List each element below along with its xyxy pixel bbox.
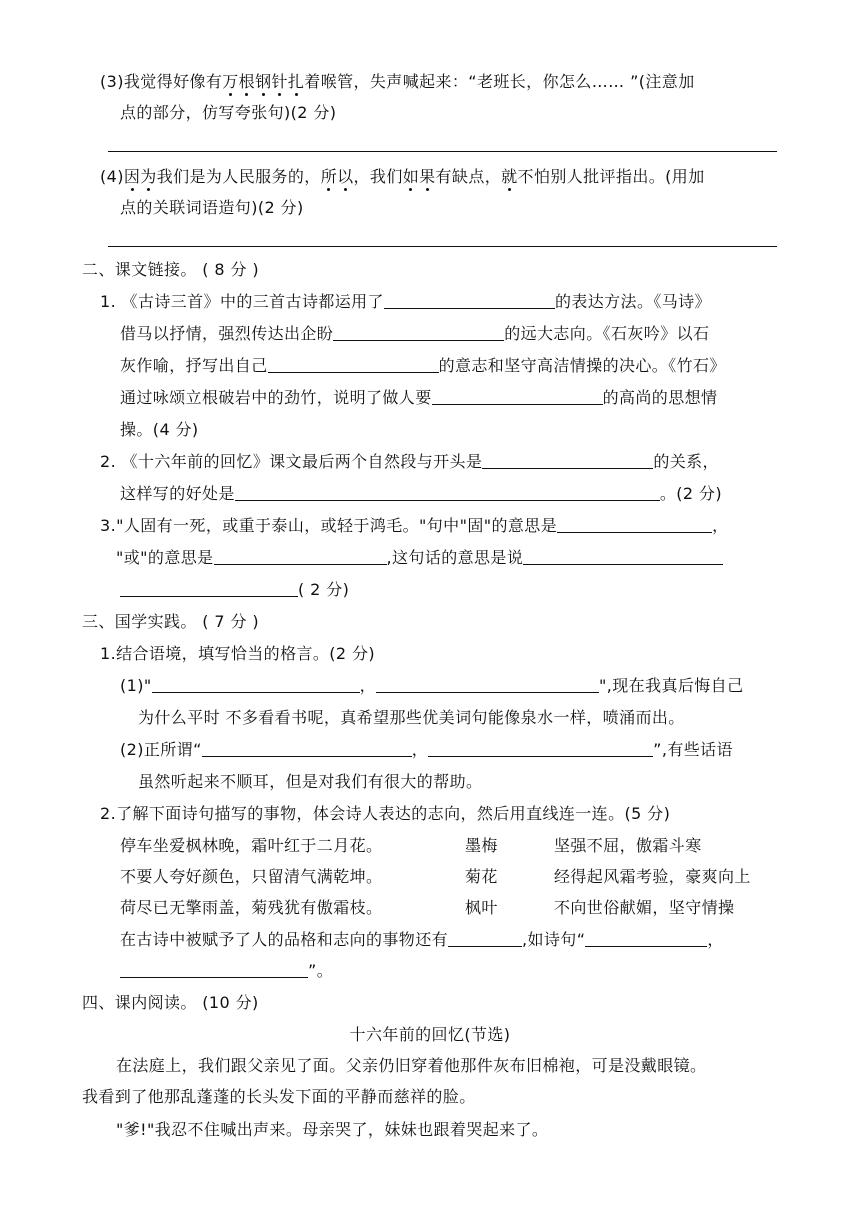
s2q1-blank-3[interactable] — [268, 354, 439, 373]
s3q2-trait-1[interactable]: 坚强不屈，傲霜斗寒 — [554, 836, 702, 855]
s3q2-extra-line1 — [120, 928, 724, 952]
q3-dotted-text — [222, 72, 304, 91]
s3q2-poem-2: 不要人夸好颜色，只留清气满乾坤。 — [120, 867, 383, 886]
s2q2-line1 — [100, 450, 719, 474]
s2q1-text-2b: 的远大志向。《石灰吟》以石 — [504, 324, 710, 343]
s2q3-text-2a: "或"的意思是 — [116, 548, 214, 567]
q4-dotted-2 — [321, 167, 354, 186]
s3q2-blank-1[interactable] — [448, 928, 522, 947]
s2q3-text-2b: ,这句话的意思是说 — [386, 548, 524, 567]
s2q1-blank-1[interactable] — [384, 290, 555, 309]
s2q1-text-2a: 借马以抒情，强烈传达出企盼 — [120, 324, 334, 343]
s3q2-poem-1: 停车坐爱枫林晚，霜叶红于二月花。 — [120, 836, 383, 855]
q3-line1 — [100, 70, 695, 94]
s2q3-points: ( 2 分) — [298, 580, 350, 599]
q4-text-3: 有缺点， — [435, 167, 502, 186]
emphasis-char: 钢 — [255, 72, 272, 91]
s3q1-blank-2[interactable] — [376, 674, 599, 693]
q3-answer-line[interactable] — [108, 151, 777, 152]
s2q2-text-2a: 这样写的好处是 — [120, 484, 235, 503]
s3q1-p2-line2: 虽然听起来不顺耳，但是对我们有很大的帮助。 — [138, 772, 483, 791]
s3q1-p1-open: (1)" — [120, 676, 152, 695]
s2q3-line1 — [100, 514, 729, 538]
q3-text: (3)我觉得好像有 — [100, 72, 223, 91]
q4-text-1: 我们是为人民服务的， — [156, 167, 321, 186]
s3q2-thing-1[interactable]: 墨梅 — [465, 836, 498, 855]
section3-heading: 三、国学实践。 ( 7 分 ) — [82, 612, 260, 631]
s3q1-p2-open: (2)正所谓“ — [120, 740, 202, 759]
emphasis-char: 为 — [140, 167, 157, 186]
s2q3-text-b: ， — [712, 516, 729, 535]
q4-line2: 点的关联词语造句)(2 分) — [120, 198, 304, 217]
s3q2-blank-2[interactable] — [585, 928, 707, 947]
s3q2-extra-comma: ， — [707, 930, 724, 949]
q3-line2: 点的部分，仿写夸张句)(2 分) — [120, 103, 337, 122]
q4-text-2: ，我们 — [353, 167, 403, 186]
s2q1-text-4b: 的高尚的思想情 — [602, 388, 718, 407]
emphasis-char: 针 — [271, 72, 288, 91]
q4-text-4: 不怕别人批评指出。(用加 — [517, 167, 705, 186]
s2q3-blank-3[interactable] — [523, 546, 723, 565]
s2q2-blank-2[interactable] — [235, 482, 660, 501]
s3q1-title: 1.结合语境，填写恰当的格言。(2 分) — [100, 644, 376, 663]
s3q2-extra-quote: ,如诗句“ — [522, 930, 586, 949]
s3q1-blank-1[interactable] — [152, 674, 360, 693]
s2q3-blank-2[interactable] — [214, 546, 387, 565]
s2q1-text-4a: 通过咏颂立根破岩中的劲竹，说明了做人要 — [120, 388, 432, 407]
q4-dotted-3 — [403, 167, 436, 186]
s3q1-p1-line1 — [120, 674, 743, 698]
s2q1-text-b: 的表达方法。《马诗》 — [554, 292, 711, 311]
s2q1-text: 1. 《古诗三首》中的三首古诗都运用了 — [100, 292, 384, 311]
section4-heading: 四、课内阅读。 (10 分) — [82, 993, 259, 1012]
s3q1-blank-4[interactable] — [428, 738, 653, 757]
s2q3-line2 — [116, 546, 723, 570]
emphasis-char: 果 — [419, 167, 436, 186]
s3q1-p2-comma: ， — [411, 740, 429, 759]
s3q2-extra-line2 — [120, 959, 333, 983]
s3q1-p1-rest: ",现在我真后悔自己 — [599, 676, 744, 695]
s3q2-trait-2[interactable]: 经得起风霜考验，豪爽向上 — [554, 867, 751, 886]
s2q2-text-2b: 。(2 分) — [659, 484, 722, 503]
s2q1-line4 — [120, 386, 717, 410]
s2q2-blank-1[interactable] — [482, 450, 653, 469]
s2q3-line3 — [120, 578, 349, 602]
s3q2-thing-2[interactable]: 菊花 — [465, 867, 498, 886]
emphasis-char: 如 — [402, 167, 420, 186]
passage-p1-line2: 我看到了他那乱蓬蓬的长头发下面的平静而慈祥的脸。 — [82, 1087, 476, 1106]
s3q2-extra-end: ”。 — [308, 961, 334, 980]
emphasis-char: 万 — [222, 72, 239, 91]
s2q2-line2 — [120, 482, 722, 506]
s2q1-text-3a: 灰作喻，抒写出自己 — [120, 356, 268, 375]
q3-text-rest: 着喉管，失声喊起来：“老班长，你怎么…… ”(注意加 — [304, 72, 695, 91]
s3q2-extra-text: 在古诗中被赋予了人的品格和志向的事物还有 — [120, 930, 449, 949]
q4-dotted-4 — [501, 167, 517, 186]
s3q1-p2-line1 — [120, 738, 733, 762]
q4-num: (4) — [100, 167, 124, 186]
emphasis-char: 扎 — [287, 72, 305, 91]
s3q2-trait-3[interactable]: 不向世俗献媚，坚守情操 — [554, 898, 735, 917]
s2q1-line3 — [120, 354, 726, 378]
passage-p1-line1: 在法庭上，我们跟父亲见了面。父亲仍旧穿着他那件灰布旧棉袍，可是没戴眼镜。 — [116, 1056, 707, 1075]
s3q2-title: 2.了解下面诗句描写的事物，体会诗人表达的志向，然后用直线连一连。(5 分) — [100, 804, 671, 823]
s3q1-p1-comma: ， — [359, 676, 377, 695]
emphasis-char: 因 — [123, 167, 141, 186]
passage-p2: "爹!"我忍不住喊出声来。母亲哭了，妹妹也跟着哭起来了。 — [116, 1120, 549, 1139]
section2-heading: 二、课文链接。 ( 8 分 ) — [82, 260, 260, 279]
s2q1-line5: 操。(4 分) — [120, 420, 199, 439]
emphasis-char: 就 — [501, 167, 518, 186]
passage-title: 十六年前的回忆(节选) — [349, 1025, 511, 1044]
q4-line1 — [100, 165, 705, 189]
s2q1-line1 — [100, 290, 711, 314]
s2q1-line2 — [120, 322, 709, 346]
s2q2-text-b: 的关系， — [653, 452, 719, 471]
s3q2-thing-3[interactable]: 枫叶 — [465, 898, 498, 917]
s2q3-blank-4[interactable] — [120, 578, 298, 597]
s2q1-blank-4[interactable] — [432, 386, 603, 405]
emphasis-char: 根 — [238, 72, 256, 91]
emphasis-char: 所 — [320, 167, 338, 186]
q4-dotted-1 — [124, 167, 157, 186]
s3q1-p2-rest: ”,有些话语 — [653, 740, 733, 759]
s2q1-blank-2[interactable] — [333, 322, 504, 341]
s3q1-blank-3[interactable] — [202, 738, 412, 757]
s2q1-text-3b: 的意志和坚守高洁情操的决心。《竹石》 — [438, 356, 726, 375]
s2q3-blank-1[interactable] — [557, 514, 712, 533]
s2q3-text: 3."人固有一死，或重于泰山，或轻于鸿毛。"句中"固"的意思是 — [100, 516, 558, 535]
emphasis-char: 以 — [337, 167, 354, 186]
s3q2-poem-3: 荷尽已无擎雨盖，菊残犹有傲霜枝。 — [120, 898, 383, 917]
s3q1-p1-line2: 为什么平时 不多看看书呢，真希望那些优美词句能像泉水一样，喷涌而出。 — [138, 708, 685, 727]
s2q2-text: 2. 《十六年前的回忆》课文最后两个自然段与开头是 — [100, 452, 483, 471]
s3q2-blank-3[interactable] — [120, 959, 308, 978]
q4-answer-line[interactable] — [108, 246, 777, 247]
